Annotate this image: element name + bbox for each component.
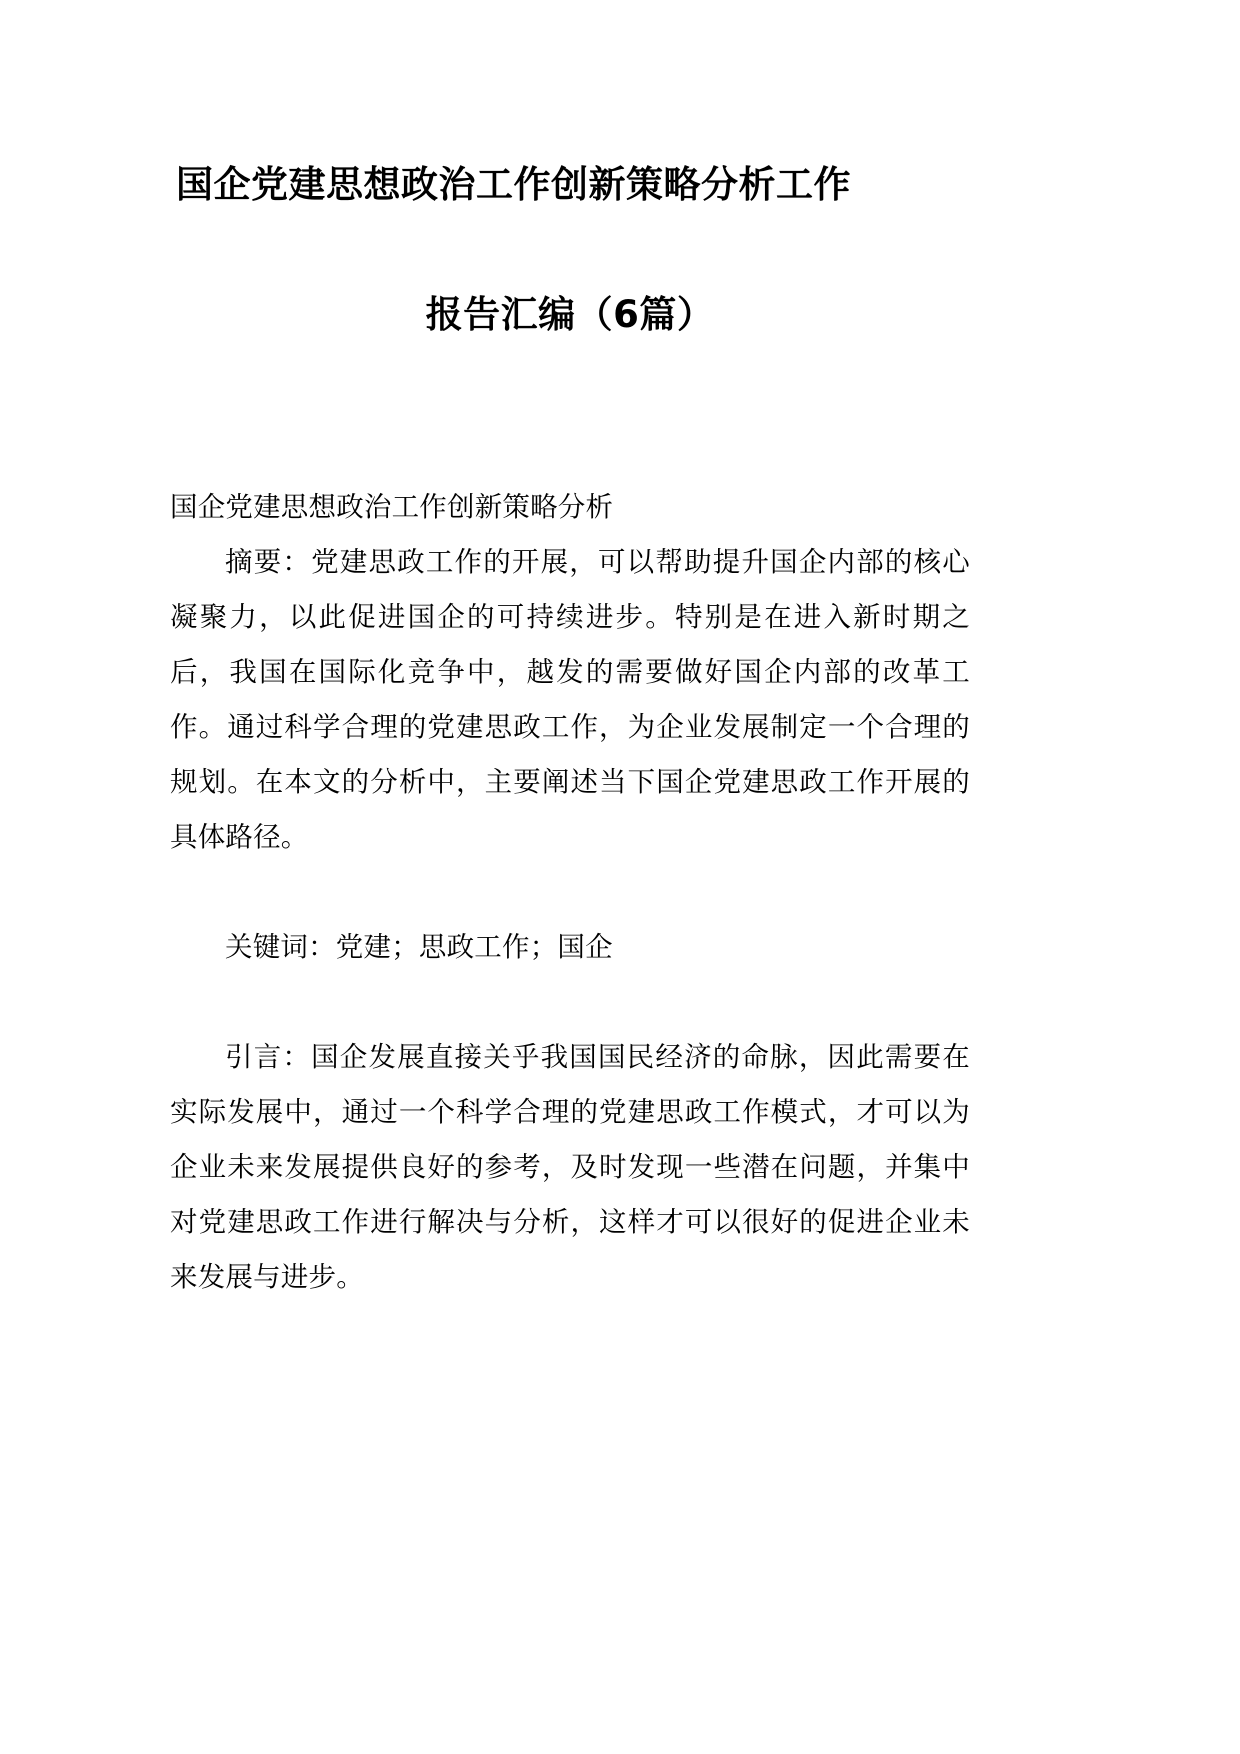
paragraph-spacer [170, 865, 970, 920]
page-content [170, 0, 970, 1305]
page-title [170, 0, 970, 380]
abstract-paragraph: 摘要：党建思政工作的开展，可以帮助提升国企内部的核心凝聚力，以此促进国企的可持续进步。特别是在进入新时期之后，我国在国际化竞争中，越发的需要做好国企内部的改革工作。通过科学合理的党建思政工作，为企业发展制定一个合理的规划。在本文的分析中，主要阐述当下国企党建思政工作开展的具体路径。 [170, 546, 970, 853]
article-heading: 国企党建思想政治工作创新策略分析 [170, 491, 614, 523]
introduction-paragraph: 引言：国企发展直接关乎我国国民经济的命脉，因此需要在实际发展中，通过一个科学合理的党建思政工作模式，才可以为企业未来发展提供良好的参考，及时发现一些潜在问题，并集中对党建思政工作进行解决与分析，这样才可以很好的促进企业未来发展与进步。 [170, 1041, 970, 1293]
title-line-secondary: 报告汇编（6篇） [425, 293, 715, 336]
paragraph-spacer [170, 975, 970, 1030]
title-line-primary: 国企党建思想政治工作创新策略分析工作 [176, 163, 851, 206]
keywords-paragraph: 关键词：党建；思政工作；国企 [225, 931, 613, 963]
document-body [170, 480, 970, 1305]
